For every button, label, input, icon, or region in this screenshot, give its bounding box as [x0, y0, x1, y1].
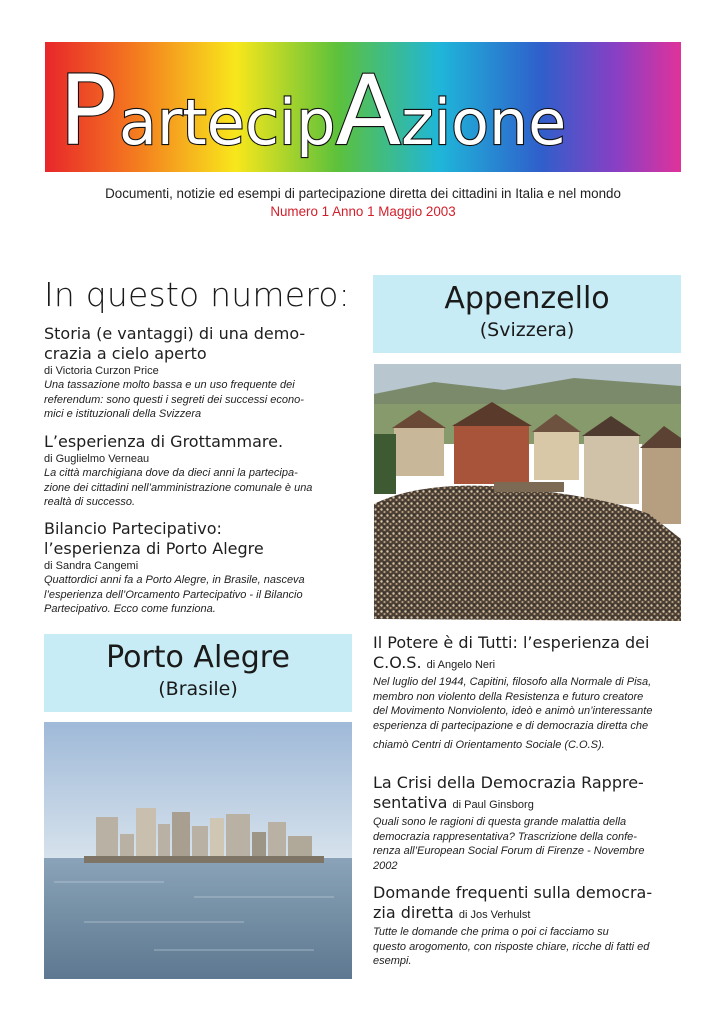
- masthead-big-a: A: [335, 55, 402, 167]
- article-domande[interactable]: [373, 883, 685, 969]
- article-author: di Sandra Cangemi: [44, 560, 139, 572]
- article-summary: Quali sono le ragioni di questa grande malattia della democrazia rappresentativa? Trascrizione della confe- renza all’European Social Forum di Firenze - Novembre 2002: [373, 816, 645, 872]
- article-grottammare[interactable]: [44, 432, 344, 510]
- article-title[interactable]: Bilancio Partecipativo: l’esperienza di Porto Alegre: [44, 519, 264, 558]
- article-title[interactable]: Domande frequenti sulla democra- zia diretta di Jos Verhulst: [373, 883, 653, 922]
- porto-alegre-photo: [44, 722, 352, 979]
- article-summary: Tutte le domande che prima o poi ci facciamo su questo arogomento, con risposte chiare, ricche di fatti ed esempi.: [373, 926, 650, 967]
- article-storia[interactable]: [44, 324, 344, 422]
- masthead-part2: zione: [401, 86, 567, 159]
- porto-alegre-callout: [44, 634, 352, 712]
- article-bilancio[interactable]: [44, 519, 344, 617]
- article-author: di Angelo Neri: [426, 659, 496, 671]
- appenzello-photo: [374, 364, 681, 621]
- masthead-title: [45, 42, 681, 172]
- callout-title: Porto Alegre: [106, 640, 290, 675]
- masthead-banner: [45, 42, 681, 172]
- callout-title: Appenzello: [444, 281, 610, 316]
- masthead-big-p: P: [59, 55, 117, 167]
- article-author: di Guglielmo Verneau: [44, 453, 150, 465]
- article-title[interactable]: L’esperienza di Grottammare.: [44, 432, 284, 451]
- contents-heading: In questo numero:: [44, 275, 350, 314]
- article-title[interactable]: La Crisi della Democrazia Rappre- sentativa di Paul Ginsborg: [373, 773, 644, 812]
- masthead-part1: artecip: [118, 86, 336, 159]
- callout-subtitle: (Svizzera): [479, 319, 575, 341]
- article-author: di Paul Ginsborg: [452, 799, 534, 811]
- article-title[interactable]: Il Potere è di Tutti: l’esperienza dei C.O.S. di Angelo Neri: [373, 633, 650, 672]
- article-title[interactable]: Storia (e vantaggi) di una demo- crazia a cielo aperto: [44, 324, 306, 363]
- article-summary: Una tassazione molto bassa e un uso frequente dei referendum: sono questi i segreti dei successi econo- mici e istituzionali della Svizzera: [44, 379, 304, 420]
- article-summary: Nel luglio del 1944, Capitini, filosofo alla Normale di Pisa, membro non violento della Resistenza e futuro creatore del Movimento Nonviolento, ideò e animò un’interessante esperienza di partecipazione e di democrazia diretta che chiamò Centri di Orientamento Sociale (C.O.S).: [373, 676, 653, 751]
- tagline: Documenti, notizie ed esempi di partecipazione diretta dei cittadini in Italia e nel mondo: [105, 186, 621, 201]
- issue-info: Numero 1 Anno 1 Maggio 2003: [270, 204, 456, 219]
- article-cos[interactable]: [373, 633, 685, 757]
- article-summary: Quattordici anni fa a Porto Alegre, in Brasile, nasceva l’esperienza dell’Orcamento Partecipativo - il Bilancio Partecipativo. Ecco come funziona.: [44, 574, 305, 615]
- callout-subtitle: (Brasile): [158, 678, 238, 700]
- article-author: di Jos Verhulst: [458, 909, 531, 921]
- article-crisi[interactable]: [373, 773, 685, 873]
- article-author: di Victoria Curzon Price: [44, 365, 159, 377]
- appenzello-callout: [373, 275, 681, 353]
- article-summary: La città marchigiana dove da dieci anni la partecipa- zione dei cittadini nell’amministrazione comunale è una realtà di successo.: [44, 467, 313, 508]
- svg-text:PartecipAzione: [59, 55, 566, 167]
